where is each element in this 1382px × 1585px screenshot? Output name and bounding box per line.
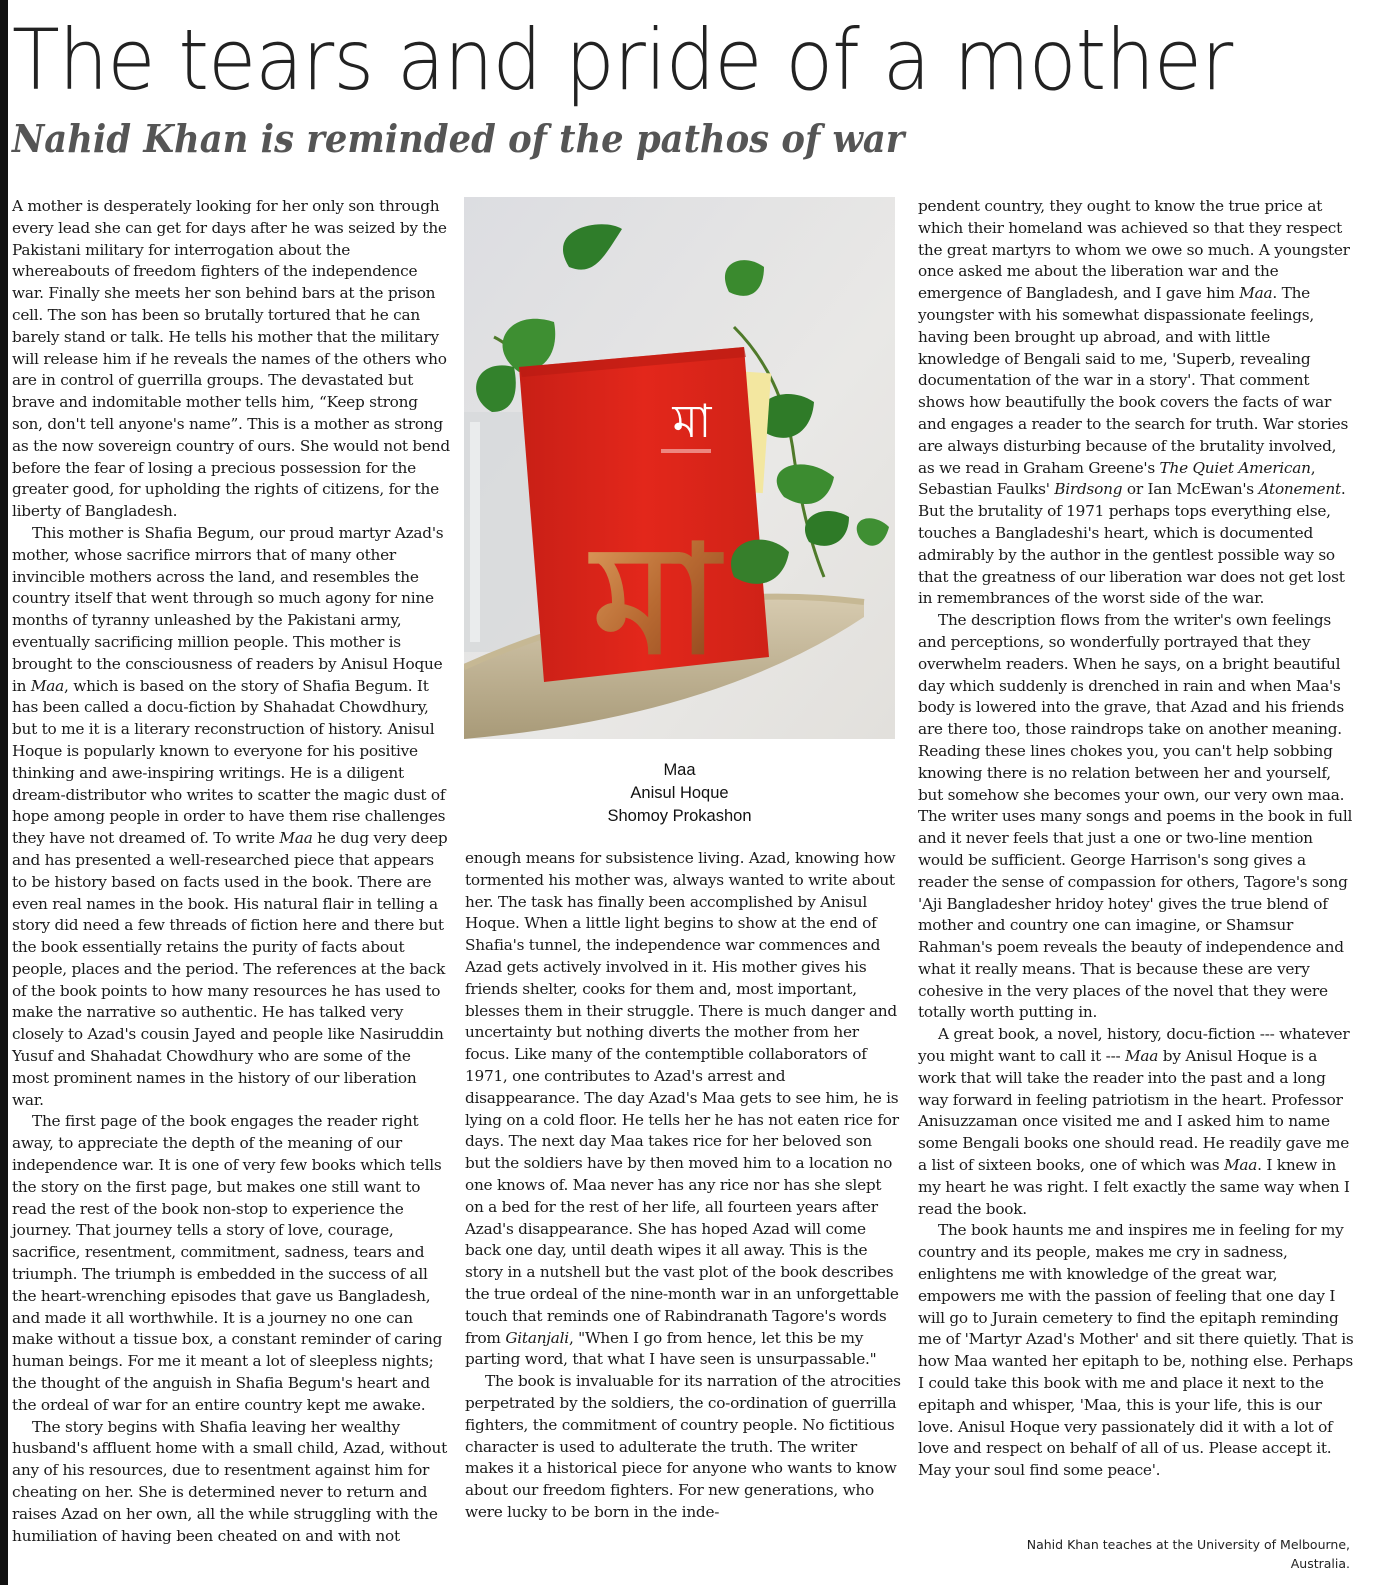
photo-caption (464, 759, 895, 828)
article-column-3 (918, 196, 1356, 1482)
left-edge-rule (0, 0, 8, 1585)
paragraph: pendent country, they ought to know the true price at which their homeland was achieved so that they respect the great martyrs to whom we owe so much. A youngster once asked me about the liberation war and the emergence of Bangladesh, and I gave him Maa. The youngster with his somewhat dispassionate feelings, having been brought up abroad, and with little knowledge of Bengali said to me, 'Superb, revealing documentation of the war in a story'. That comment shows how beautifully the book covers the facts of war and engages a reader to the search for truth. War stories are always disturbing because of the brutality involved, as we read in Graham Greene's The Quiet American, Sebastian Faulks' Birdsong or Ian McEwan's Atonement. But the brutality of 1971 perhaps tops everything else, touches a Bangladeshi's heart, which is documented admirably by the author in the gentlest possible way so that the greatness of our liberation war does not get lost in remembrances of the worst side of the war. (918, 197, 1350, 608)
caption-book-author: Anisul Hoque (630, 784, 729, 802)
paragraph: A mother is desperately looking for her only son through every lead she can get for days after he was seized by the Pakistani military for interrogation about the whereabouts of freedom fighters of the independence war. Finally she meets her son behind bars at the prison cell. The son has been so brutally tortured that he can barely stand or talk. He tells his mother that the military will release him if he reveals the names of the others who are in control of guerrilla groups. The devastated but brave and indomitable mother tells him, “Keep strong son, don't tell anyone's name”. This is a mother as strong as the now sovereign country of ours. She would not bend before the fear of losing a precious possession for the greater good, for upholding the rights of citizens, for the liberty of Bangladesh. (12, 197, 450, 521)
paragraph: The story begins with Shafia leaving her wealthy husband's affluent home with a small child, Azad, without any of his resources, due to resentment against him for cheating on her. She is determined never to return and raises Azad on her own, all the while struggling with the humiliation of having been cheated on and with not (12, 1417, 447, 1545)
paragraph: This mother is Shafia Begum, our proud martyr Azad's mother, whose sacrifice mirrors that of many other invincible mothers across the land, and resembles the country itself that went through so much agony for nine months of tyranny unleashed by the Pakistani army, eventually sacrificing million people. This mother is brought to the consciousness of readers by Anisul Hoque in Maa, which is based on the story of Shafia Begum. It has been called a docu-fiction by Shahadat Chowdhury, but to me it is a literary reconstruction of history. Anisul Hoque is popularly known to everyone for his positive thinking and awe-inspiring writings. He is a diligent dream-distributor who writes to scatter the magic dust of hope among people in order to have them rise challenges they have not dreamed of. To write Maa he dug very deep and has presented a well-researched piece that appears to be history based on facts used in the book. There are even real names in the book. His natural flair in telling a story did need a few threads of fiction here and there but the book essentially retains the purity of facts about people, places and the period. The references at the back of the book points to how many resources he has used to make the narrative so authentic. He has talked very closely to Azad's cousin Jayed and people like Nasiruddin Yusuf and Shahadat Chowdhury who are some of the most prominent names in the history of our liberation war. (12, 523, 448, 1109)
headline: The tears and pride of a mother (12, 11, 1233, 109)
paragraph: The book haunts me and inspires me in feeling for my country and its people, makes me cry in sadness, enlightens me with knowledge of the great war, empowers me with the passion of feeling that one day I will go to Jurain cemetery to find the epitaph reminding me of 'Martyr Azad's Mother' and sit there quietly. That is how Maa wanted her epitaph to be, nothing else. Perhaps I could take this book with me and place it next to the epitaph and whisper, 'Maa, this is your life, this is our love. Anisul Hoque very passionately did it with a lot of love and respect on behalf of all of us. Please accept it. May your soul find some peace'. (918, 1221, 1354, 1480)
paragraph: The description flows from the writer's own feelings and perceptions, so wonderfully portrayed that they overwhelm readers. When he says, on a bright beautiful day which suddenly is drenched in rain and when Maa's body is lowered into the grave, that Azad and his friends are there too, those raindrops take on another meaning. Reading these lines chokes you, you can't help sobbing knowing there is no relation between her and yourself, but somehow she becomes your own, our very own maa. The writer uses many songs and poems in the book in full and it never feels that just a one or two-line mention would be sufficient. George Harrison's song gives a reader the sense of compassion for others, Tagore's song 'Aji Bangladesher hridoy hotey' gives the true blend of mother and country one can imagine, or Shamsur Rahman's poem reveals the beauty of independence and what it really means. That is because these are very cohesive in the very places of the novel that they were totally worth putting in. (918, 611, 1353, 1022)
book-cover-photo (464, 197, 895, 739)
article-column-1 (12, 196, 450, 1547)
paragraph: The book is invaluable for its narration of the atrocities perpetrated by the soldiers, the co-ordination of guerrilla fighters, the commitment of country people. No fictitious character is used to adulterate the truth. The writer makes it a historical piece for anyone who wants to know about our freedom fighters. For new generations, who were lucky to be born in the inde- (465, 1372, 901, 1521)
caption-book-title: Maa (663, 761, 696, 779)
paragraph: enough means for subsistence living. Azad, knowing how tormented his mother was, always wanted to write about her. The task has finally been accomplished by Anisul Hoque. When a little light begins to show at the end of Shafia's tunnel, the independence war commences and Azad gets actively involved in it. His mother gives his friends shelter, cooks for them and, most important, blesses them in their struggle. There is much danger and uncertainty but nothing diverts the mother from her focus. Like many of the contemptible collaborators of 1971, one contributes to Azad's arrest and disappearance. The day Azad's Maa gets to see him, he is lying on a cold floor. He tells her he has not eaten rice for days. The next day Maa takes rice for her beloved son but the soldiers have by then moved him to a location no one knows of. Maa never has any rice nor has she slept on a bed for the rest of her life, all fourteen years after Azad's disappearance. She has hoped Azad will come back one day, until death wipes it all away. This is the story in a nutshell but the vast plot of the book describes the true ordeal of the nine-month war in an unforgettable touch that reminds one of Rabindranath Tagore's words from Gitanjali, "When I go from hence, let this be my parting word, that what I have seen is unsurpassable." (465, 849, 899, 1369)
book-cover-title: মা (672, 394, 712, 448)
author-credit: Nahid Khan teaches at the University of Melbourne, Australia. (1026, 1537, 1350, 1571)
book-cover-large-glyph: মা (592, 514, 720, 688)
paragraph: A great book, a novel, history, docu-fiction --- whatever you might want to call it --- Maa by Anisul Hoque is a work that will take the reader into the past and a long way forward in feeling patriotism in the heart. Professor Anisuzzaman once visited me and I asked him to name some Bengali books one should read. He readily gave me a list of sixteen books, one of which was Maa. I knew in my heart he was right. I felt exactly the same way when I read the book. (918, 1025, 1350, 1218)
subheadline: Nahid Khan is reminded of the pathos of war (12, 116, 905, 161)
paragraph: The first page of the book engages the reader right away, to appreciate the depth of the meaning of our independence war. It is one of very few books which tells the story on the first page, but makes one still want to read the rest of the book non-stop to experience the journey. That journey tells a story of love, courage, sacrifice, resentment, commitment, sadness, tears and triumph. The triumph is embedded in the success of all the heart-wrenching episodes that gave us Bangladesh, and made it all worthwhile. It is a journey no one can make without a tissue box, a constant reminder of caring human beings. For me it meant a lot of sleepless nights; the thought of the anguish in Shafia Begum's heart and the ordeal of war for an entire country kept me awake. (12, 1112, 443, 1414)
article-column-2 (465, 848, 901, 1524)
caption-book-publisher: Shomoy Prokashon (607, 807, 752, 825)
